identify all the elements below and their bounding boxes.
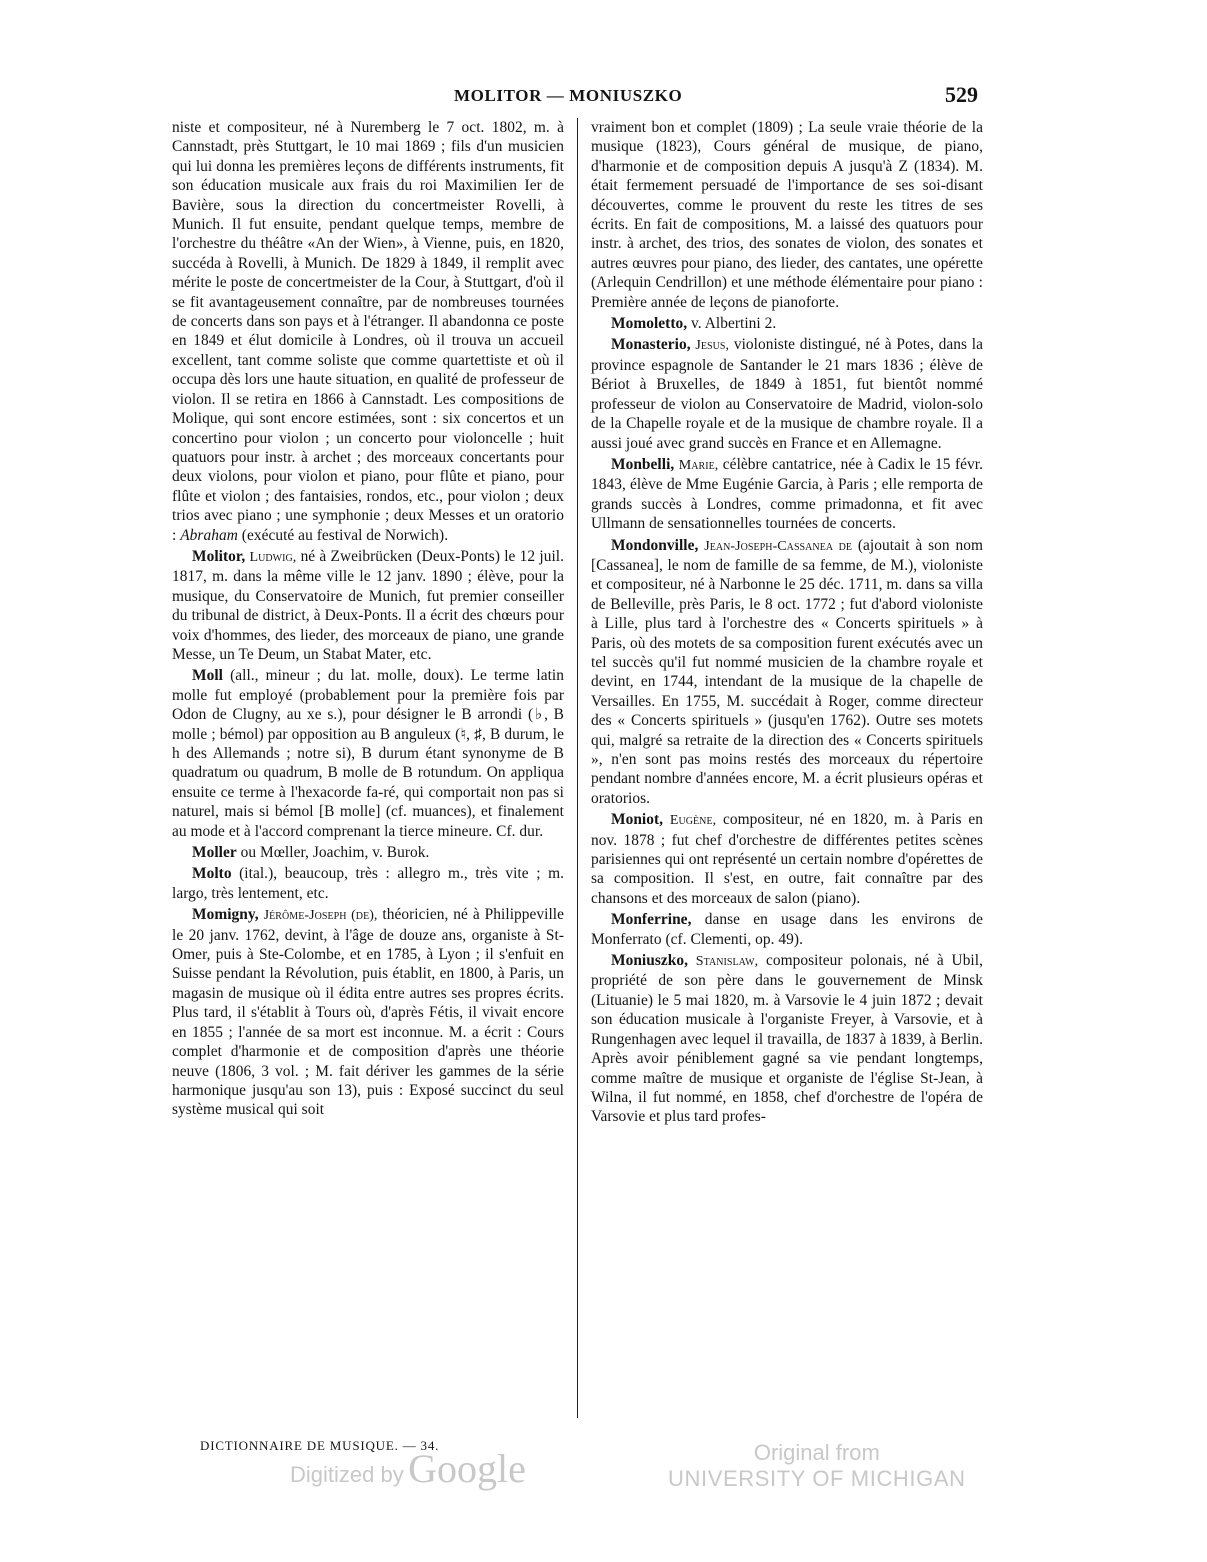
headword: Monbelli, bbox=[611, 455, 675, 473]
entry-monasterio: Monasterio, Jesus, violoniste distingué, né à Potes, dans la province espagnole de Santander le 21 mars 1836 ; élève de Bériot à Bruxelles, de 1849 à 1851, fut bientôt nommé professeur de violon au Conservatoire de Madrid, violon-solo de la Chapelle royale et de la musique de chambre royale. Il a aussi joué avec grand succès en France et en Allemagne. bbox=[591, 336, 983, 452]
headword: Momoletto, bbox=[611, 315, 688, 333]
digitized-watermark: Digitized by Google bbox=[290, 1446, 526, 1491]
google-logo: Google bbox=[408, 1446, 526, 1491]
headword: Monferrine, bbox=[611, 911, 692, 929]
entry-mondonville: Mondonville, Jean-Joseph-Cassanea de (ajoutait à son nom [Cassanea], le nom de famille de sa femme, de M.), violoniste et compositeur, né à Narbonne le 25 déc. 1711, m. dans sa villa de Belleville, près Paris, le 8 oct. 1772 ; fut d'abord violoniste à Lille, plus tard à l'orchestre des « Concerts spirituels » à Paris, où des motets de sa composition furent exécutés avec un tel succès qu'il fut nommé musicien de la chambre royale et devint, en 1744, intendant de la musique de la chapelle de Versailles. En 1755, M. succédait à Roger, comme directeur des « Concerts spirituels » (jusqu'en 1762). Outre ses motets qui, malgré sa retraite de la direction des « Concerts spirituels », n'en sont pas moins restés des morceaux du répertoire pendant nombre d'années encore, M. a écrit plusieurs opéras et oratorios. bbox=[591, 536, 983, 807]
headword: Moniuszko, bbox=[611, 952, 689, 970]
column-divider bbox=[577, 118, 578, 1418]
headword: Momigny, bbox=[192, 906, 259, 924]
headword: Moll bbox=[192, 667, 223, 685]
entry-moniuszko: Moniuszko, Stanislaw, compositeur polonais, né à Ubil, propriété de son père dans le gouvernement de Minsk (Lituanie) le 5 mai 1820, m. à Varsovie le 4 juin 1872 ; devait son éducation musicale à l'organiste Freyer, à Varsovie, et à Rungenhagen avec lequel il travailla, de 1837 à 1839, à Berlin. Après avoir péniblement gagné sa vie pendant longtemps, comme maître de musique et organiste de l'église St-Jean, à Wilna, il fut nommé, en 1858, chef d'orchestre de l'opéra de Varsovie et plus tard profes- bbox=[591, 952, 983, 1126]
entry-moller: Moller ou Mœller, Joachim, v. Burok. bbox=[192, 844, 430, 862]
headword: Molto bbox=[192, 865, 232, 883]
entry-moll: Moll (all., mineur ; du lat. molle, doux). Le terme latin molle fut employé (probablement pour la première fois par Odon de Clugny, au xe s.), pour désigner le B arrondi (♭, B molle ; bémol) par opposition au B anguleux (♮, ♯, B durum, le h des Allemands ; notre si), B durum étant synonyme de B quadratum ou quadrum, B molle de B rotundum. On appliqua ensuite ce terme à l'hexacorde fa-ré, qui comportait non pas si naturel, mais si bémol [B molle] (cf. muances), et finalement au mode et à l'accord comprenant la tierce mineure. Cf. dur. bbox=[172, 667, 564, 840]
entry-monbelli: Monbelli, Marie, célèbre cantatrice, née à Cadix le 15 févr. 1843, élève de Mme Eugénie Garcia, à Paris ; elle remporta de grands succès à Londres, comme primadonna, et fit avec Ullmann de sensationnelles tournées de concerts. bbox=[591, 455, 983, 533]
entry-momoletto: Momoletto, v. Albertini 2. bbox=[611, 315, 777, 333]
headword: Molitor, bbox=[192, 547, 246, 565]
signature-mark: DICTIONNAIRE DE MUSIQUE. — 34. bbox=[200, 1438, 440, 1453]
entry-momigny: Momigny, Jérôme-Joseph (de), théoricien, né à Philippeville le 20 janv. 1762, devint, à l'âge de douze ans, organiste à St-Omer, puis à Ste-Colombe, et en 1785, à Lyon ; il s'enfuit en Suisse pendant la Révolution, puis établit, en 1800, à Paris, un magasin de musique où il édita entre autres ses propres écrits. Plus tard, il s'établit à Tours où, d'après Fétis, il vivait encore en 1855 ; l'année de sa mort est inconnue. M. a écrit : Cours complet d'harmonie et de composition d'après une théorie neuve (1806, 3 vol. ; M. fait dériver les gammes de la série harmonique jusqu'au son 13), puis : Exposé succinct du seul système musical qui soit bbox=[172, 906, 564, 1119]
entry-moniot: Moniot, Eugène, compositeur, né en 1820, m. à Paris en nov. 1878 ; fut chef d'orchestre de différentes petites scènes parisiennes qui ont représenté un certain nombre d'opérettes de sa composition. Il s'est, en outre, fait connaître par des chansons et des morceaux de salon (piano). bbox=[591, 811, 983, 907]
page-header bbox=[172, 84, 978, 114]
headword: Moniot, bbox=[611, 811, 664, 829]
running-head: MOLITOR — MONIUSZKO bbox=[454, 86, 683, 105]
headword: Moller bbox=[192, 844, 237, 862]
entry-monferrine: Monferrine, danse en usage dans les environs de Monferrato (cf. Clementi, op. 49). bbox=[591, 911, 983, 948]
entry-molitor: Molitor, Ludwig, né à Zweibrücken (Deux-Ponts) le 12 juil. 1817, m. dans la même ville le 12 janv. 1890 ; élève, pour la musique, du Conservatoire de Munich, fut premier conseiller du tribunal de district, à Deux-Ponts. Il a écrit des chœurs pour voix d'hommes, des lieder, des morceaux de piano, une grande Messe, un Te Deum, un Stabat Mater, etc. bbox=[172, 547, 564, 663]
headword: Monasterio, bbox=[611, 336, 691, 354]
page-number: 529 bbox=[945, 82, 978, 107]
left-column bbox=[172, 118, 564, 1122]
headword: Mondonville, bbox=[611, 536, 699, 554]
entry-continuation: vraiment bon et complet (1809) ; La seule vraie théorie de la musique (1823), Cours général de musique, de piano, d'harmonie et de composition depuis A jusqu'à Z (1834). M. était fermement persuadé de l'importance de ses soi-disant découvertes, comme le prouvent du reste les titres de ses écrits. En fait de compositions, M. a laissé des quatuors pour instr. à archet, des trios, des sonates de violon, des sonates et autres œuvres pour piano, des lieder, des cantates, une opérette (Arlequin Cendrillon) et une méthode élémentaire pour piano : Première année de leçons de pianoforte. bbox=[591, 119, 983, 311]
origin-watermark: Original from UNIVERSITY OF MICHIGAN bbox=[668, 1440, 966, 1491]
entry-molto: Molto (ital.), beaucoup, très : allegro m., très vite ; m. largo, très lentement, etc. bbox=[172, 865, 564, 902]
entry-continuation: niste et compositeur, né à Nuremberg le 7 oct. 1802, m. à Cannstadt, près Stuttgart, le 10 mai 1869 ; fils d'un musicien qui lui donna les premières leçons de différents instruments, fit son éducation musicale aux frais du roi Maximilien Ier de Bavière, sous la direction du concertmeister Rovelli, à Munich. Il fut ensuite, pendant quelque temps, membre de l'orchestre du théâtre «An der Wien», à Vienne, puis, en 1820, succéda à Rovelli, à Munich. De 1829 à 1849, il remplit avec mérite le poste de concertmeister de la Cour, à Stuttgart, d'où il se fit avantageusement connaître, par de nombreuses tournées de concerts dans son pays et à l'étranger. Il abandonna ce poste en 1849 et élut domicile à Londres, où il trouva un accueil excellent, tant comme soliste que comme quartettiste et où il occupa dès lors une haute situation, en qualité de professeur de violon. Il se retira en 1866 à Cannstadt. Les compositions de Molique, qui sont encore estimées, sont : six concertos et un concertino pour violon ; un concerto pour violoncelle ; huit quatuors pour instr. à archet ; des morceaux concertants pour deux violons, pour violon et piano, pour flûte et piano, pour flûte et violon ; des fantaisies, rondos, etc., pour violon ; deux trios avec piano ; une symphonie ; deux Messes et un oratorio : Abraham (exécuté au festival de Norwich). bbox=[172, 119, 564, 544]
right-column bbox=[591, 118, 983, 1129]
